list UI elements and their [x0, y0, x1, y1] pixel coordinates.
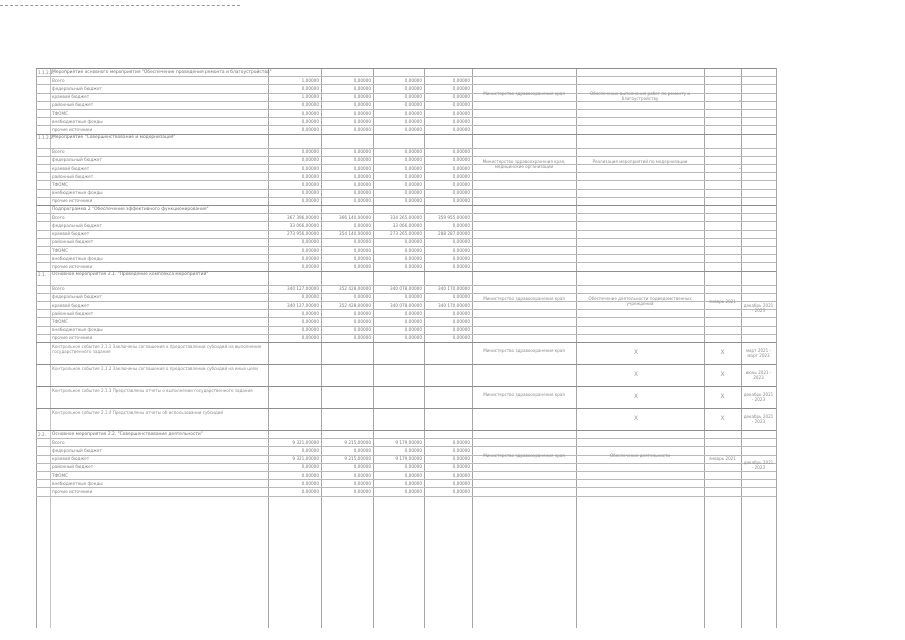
row-value: 352 428,00000 [339, 286, 371, 292]
row-value: 0,00000 [404, 335, 422, 341]
row-value: 0,00000 [404, 294, 422, 300]
row-label: внебюджетные фонды [52, 190, 103, 196]
section-code: 2.2. [38, 431, 46, 437]
row-value: 0,00000 [452, 327, 470, 333]
row-value: 0,00000 [404, 77, 422, 83]
row-value: 0,00000 [353, 472, 371, 478]
row-value: 0,00000 [301, 310, 319, 316]
row-value: 0,00000 [353, 255, 371, 261]
row-value: 366 140,00000 [339, 214, 371, 220]
row-value: 0,00000 [404, 239, 422, 245]
row-value: 0,00000 [301, 480, 319, 486]
row-value: 0,00000 [353, 464, 371, 470]
row-value: 0,00000 [353, 310, 371, 316]
row-value: 367 396,00000 [287, 214, 319, 220]
row-value: 0,00000 [404, 319, 422, 324]
row-label: прочие источники [52, 198, 93, 204]
row-value: 0,00000 [452, 464, 470, 470]
row-value: 0,00000 [452, 319, 470, 324]
row-label: федеральный бюджет [52, 157, 102, 163]
row-value: 0,00000 [452, 86, 470, 91]
row-value: 0,00000 [452, 165, 470, 171]
row-label: внебюджетные фонды [52, 480, 103, 486]
row-label: краевой бюджет [52, 165, 90, 171]
result-note: Обеспечение деятельности [609, 452, 671, 458]
row-value: 9 179,00000 [395, 456, 422, 462]
activity-executor: Министерство здравоохранения края [483, 348, 565, 353]
row-value: 0,00000 [301, 335, 319, 341]
row-label: внебюджетные фонды [52, 118, 103, 124]
row-label: ТФОМС [52, 110, 68, 116]
row-value: 0,00000 [452, 102, 470, 108]
row-value: 9 321,00000 [292, 456, 319, 462]
row-value: 0,00000 [353, 102, 371, 108]
row-value: 0,00000 [353, 198, 371, 204]
row-value: 0,00000 [452, 310, 470, 316]
row-value: 0,00000 [452, 335, 470, 341]
row-label: краевой бюджет [52, 302, 90, 308]
section-title: Мероприятие "Совершенствование и модернизация" [52, 135, 176, 141]
row-value: 340 170,00000 [438, 286, 470, 292]
row-value: 0,00000 [301, 149, 319, 155]
row-value: 0,00000 [452, 110, 470, 116]
row-value: 359 955,00000 [438, 214, 470, 220]
activity-mark-x: X [720, 415, 725, 422]
row-value: 0,00000 [452, 127, 470, 132]
row-label: районный бюджет [52, 464, 94, 470]
row-value: 0,00000 [404, 310, 422, 316]
row-value: 33 066,00000 [289, 223, 319, 228]
section-title: Мероприятие основного мероприятия "Обеспечение проведения ремонта и благоустройства" [52, 69, 272, 75]
row-value: 0,00000 [353, 182, 371, 187]
row-value: 0,00000 [353, 294, 371, 300]
row-value: 0,00000 [301, 182, 319, 187]
row-value: 0,00000 [452, 472, 470, 478]
row-value: 0,00000 [301, 472, 319, 478]
row-label: краевой бюджет [52, 231, 90, 237]
header-dashed-line [0, 5, 240, 6]
column-line [741, 68, 742, 628]
row-value: 0,00000 [452, 182, 470, 187]
section-title: Основное мероприятие 2.1. "Проведение комплекса мероприятий" [52, 272, 209, 278]
row-value: 0,00000 [353, 489, 371, 494]
row-value: 0,00000 [452, 77, 470, 83]
row-value: 334 265,00000 [390, 214, 422, 220]
row-value: 0,00000 [301, 190, 319, 196]
column-line [50, 68, 51, 628]
row-label: ТФОМС [52, 319, 68, 324]
row-value: 0,00000 [404, 464, 422, 470]
row-label: Всего [52, 149, 65, 155]
row-value: 0,00000 [404, 255, 422, 261]
row-value: 0,00000 [301, 198, 319, 204]
row-value: 1,00000 [301, 77, 319, 83]
row-value: 0,00000 [353, 149, 371, 155]
section-title: Подпрограмма 2 "Обеспечение эффективного функционирования" [52, 206, 209, 212]
activity-mark-x: X [633, 349, 639, 356]
activity-date: декабрь 2021 - 2023 [743, 392, 774, 403]
table-row-line [36, 496, 776, 497]
row-value: 0,00000 [404, 472, 422, 478]
row-value: 0,00000 [301, 165, 319, 171]
row-value: 0,00000 [452, 198, 470, 204]
row-label: внебюджетные фонды [52, 255, 103, 261]
document-table [36, 68, 776, 628]
row-value: 340 078,00000 [390, 286, 422, 292]
section-mark: - [738, 164, 742, 172]
activity-text: Контрольное событие 2.1.2 Заключены соглашения о предоставлении субсидий на иные цели [52, 365, 258, 371]
row-value: 0,00000 [353, 335, 371, 341]
row-value: 0,00000 [452, 239, 470, 245]
executor-note: Министерство здравоохранения края [483, 295, 565, 301]
table-grid [36, 68, 776, 628]
row-label: прочие источники [52, 264, 93, 269]
row-value: 0,00000 [452, 173, 470, 179]
row-value: 0,00000 [452, 149, 470, 155]
activity-mark-x: X [633, 415, 639, 422]
row-label: прочие источники [52, 127, 93, 132]
row-value: 0,00000 [452, 439, 470, 445]
section-mark: - [738, 96, 742, 104]
row-value: 0,00000 [404, 489, 422, 494]
row-value: 0,00000 [301, 319, 319, 324]
row-label: федеральный бюджет [52, 86, 102, 91]
row-value: 0,00000 [452, 223, 470, 228]
row-value: 9 215,00000 [344, 456, 371, 462]
row-value: 0,00000 [301, 247, 319, 253]
row-value: 0,00000 [404, 157, 422, 163]
row-value: 33 066,00000 [392, 223, 422, 228]
row-label: Всего [52, 77, 65, 83]
row-label: федеральный бюджет [52, 223, 102, 228]
row-value: 340 127,00000 [287, 302, 319, 308]
period-end: декабрь 2021 - 2023 [743, 302, 774, 314]
section-code: 1.1.2.2. [38, 135, 54, 141]
activity-text: Контрольное событие 2.1.1 Заключены соглашения о предоставлении субсидий на выполнение государственного задания [52, 343, 262, 354]
row-label: ТФОМС [52, 472, 68, 478]
row-value: 0,00000 [452, 448, 470, 453]
row-value: 0,00000 [404, 149, 422, 155]
row-value: 354 140,00000 [339, 231, 371, 237]
row-label: федеральный бюджет [52, 448, 102, 453]
row-label: краевой бюджет [52, 94, 90, 100]
executor-note: Министерство здравоохранения края [483, 452, 565, 458]
row-value: 9 321,00000 [292, 439, 319, 445]
activity-mark-x: X [720, 393, 725, 400]
row-value: 0,00000 [301, 448, 319, 453]
row-label: районный бюджет [52, 173, 94, 179]
period-end: декабрь 2021 - 2023 [743, 459, 774, 470]
row-label: Всего [52, 439, 65, 445]
row-value: 0,00000 [404, 165, 422, 171]
row-value: 9 215,00000 [344, 439, 371, 445]
row-value: 0,00000 [353, 173, 371, 179]
row-label: Всего [52, 286, 65, 292]
row-value: 0,00000 [301, 127, 319, 132]
row-value: 0,00000 [301, 157, 319, 163]
row-value: 0,00000 [353, 327, 371, 333]
row-value: 0,00000 [404, 118, 422, 124]
row-value: 0,00000 [301, 327, 319, 333]
row-value: 0,00000 [353, 77, 371, 83]
result-note: Реализация мероприятий по модернизации [592, 158, 688, 164]
row-value: 0,00000 [452, 157, 470, 163]
activity-text: Контрольное событие 2.1.4 Представлены отчеты об использовании субсидий [52, 409, 223, 415]
row-label: районный бюджет [52, 102, 94, 108]
row-value: 0,00000 [452, 255, 470, 261]
row-value: 0,00000 [452, 264, 470, 269]
row-value: 0,00000 [353, 118, 371, 124]
row-value: 0,00000 [353, 190, 371, 196]
row-value: 0,00000 [404, 190, 422, 196]
row-value: 0,00000 [353, 239, 371, 245]
period-start: январь 2021 [709, 456, 736, 462]
row-value: 1,00000 [301, 94, 319, 100]
row-label: Всего [52, 214, 65, 220]
row-value: 0,00000 [404, 110, 422, 116]
row-value: 0,00000 [452, 456, 470, 462]
row-value: 0,00000 [301, 110, 319, 116]
row-value: 0,00000 [301, 173, 319, 179]
row-value: 0,00000 [353, 319, 371, 324]
activity-mark-x: X [720, 371, 725, 378]
section-code: 1.1.2.1. [38, 69, 54, 75]
activity-mark-x: X [633, 393, 639, 400]
row-value: 0,00000 [353, 264, 371, 269]
activity-mark-x: X [720, 349, 725, 356]
row-value: 0,00000 [353, 223, 371, 228]
row-value: 0,00000 [353, 127, 371, 132]
row-label: ТФОМС [52, 247, 68, 253]
row-value: 0,00000 [404, 127, 422, 132]
column-line [36, 68, 37, 628]
row-label: районный бюджет [52, 310, 94, 316]
row-value: 0,00000 [301, 118, 319, 124]
column-line [704, 68, 705, 628]
column-line [576, 68, 577, 628]
row-value: 0,00000 [452, 489, 470, 494]
row-value: 0,00000 [301, 464, 319, 470]
row-value: 352 428,00000 [339, 302, 371, 308]
row-value: 0,00000 [301, 102, 319, 108]
row-value: 0,00000 [404, 198, 422, 204]
row-value: 0,00000 [353, 86, 371, 91]
row-label: краевой бюджет [52, 456, 90, 462]
activity-date: март 2021 - март 2023 [745, 348, 772, 359]
row-label: федеральный бюджет [52, 294, 102, 300]
row-value: 0,00000 [301, 255, 319, 261]
row-label: ТФОМС [52, 182, 68, 187]
column-line [472, 68, 473, 628]
row-value: 0,00000 [404, 247, 422, 253]
row-label: прочие источники [52, 489, 93, 494]
row-label: прочие источники [52, 335, 93, 341]
row-value: 0,00000 [353, 480, 371, 486]
executor-note: Министерство здравоохранения края, медицинские организации [482, 158, 566, 169]
activity-date: декабрь 2021 - 2023 [743, 414, 774, 425]
row-value: 0,00000 [404, 264, 422, 269]
row-value: 0,00000 [301, 294, 319, 300]
activity-executor: Министерство здравоохранения края [483, 392, 565, 397]
row-value: 0,00000 [452, 247, 470, 253]
column-line [776, 68, 777, 628]
row-value: 0,00000 [301, 86, 319, 91]
row-value: 0,00000 [404, 448, 422, 453]
row-value: 0,00000 [404, 86, 422, 91]
row-value: 0,00000 [452, 190, 470, 196]
row-value: 0,00000 [404, 94, 422, 100]
result-note: Обеспечение деятельности подведомственных учреждений [588, 295, 692, 306]
row-value: 0,00000 [452, 94, 470, 100]
row-value: 0,00000 [404, 182, 422, 187]
row-value: 0,00000 [353, 110, 371, 116]
period-start: январь 2021 [709, 299, 736, 305]
row-label: внебюджетные фонды [52, 327, 103, 333]
row-value: 0,00000 [301, 489, 319, 494]
activity-date: июнь 2021 - 2023 [745, 370, 772, 381]
row-value: 0,00000 [452, 118, 470, 124]
row-value: 0,00000 [404, 102, 422, 108]
row-value: 0,00000 [404, 173, 422, 179]
row-value: 0,00000 [404, 480, 422, 486]
row-value: 340 078,00000 [390, 302, 422, 308]
activity-mark-x: X [633, 371, 639, 378]
row-value: 273 956,00000 [287, 231, 319, 237]
section-title: Основное мероприятие 2.2. "Совершенствование деятельности" [52, 431, 203, 437]
row-value: 0,00000 [353, 94, 371, 100]
row-value: 0,00000 [353, 157, 371, 163]
row-value: 0,00000 [404, 327, 422, 333]
row-value: 288 287,00000 [438, 231, 470, 237]
row-label: районный бюджет [52, 239, 94, 245]
row-value: 0,00000 [452, 480, 470, 486]
row-value: 0,00000 [353, 448, 371, 453]
row-value: 273 265,00000 [390, 231, 422, 237]
row-value: 340 170,00000 [438, 302, 470, 308]
row-value: 0,00000 [353, 247, 371, 253]
row-value: 0,00000 [353, 165, 371, 171]
executor-note: Министерство здравоохранения края [483, 90, 565, 96]
row-value: 0,00000 [452, 294, 470, 300]
result-note: Обеспечение выполнения работ по ремонту и благоустройству [589, 90, 690, 102]
row-value: 340 127,00000 [287, 286, 319, 292]
row-value: 9 179,00000 [395, 439, 422, 445]
row-value: 0,00000 [301, 264, 319, 269]
activity-text: Контрольное событие 2.1.3 Представлены отчеты о выполнении государственного задания [52, 387, 253, 393]
row-value: 0,00000 [301, 239, 319, 245]
section-code: 2.1. [38, 272, 46, 278]
